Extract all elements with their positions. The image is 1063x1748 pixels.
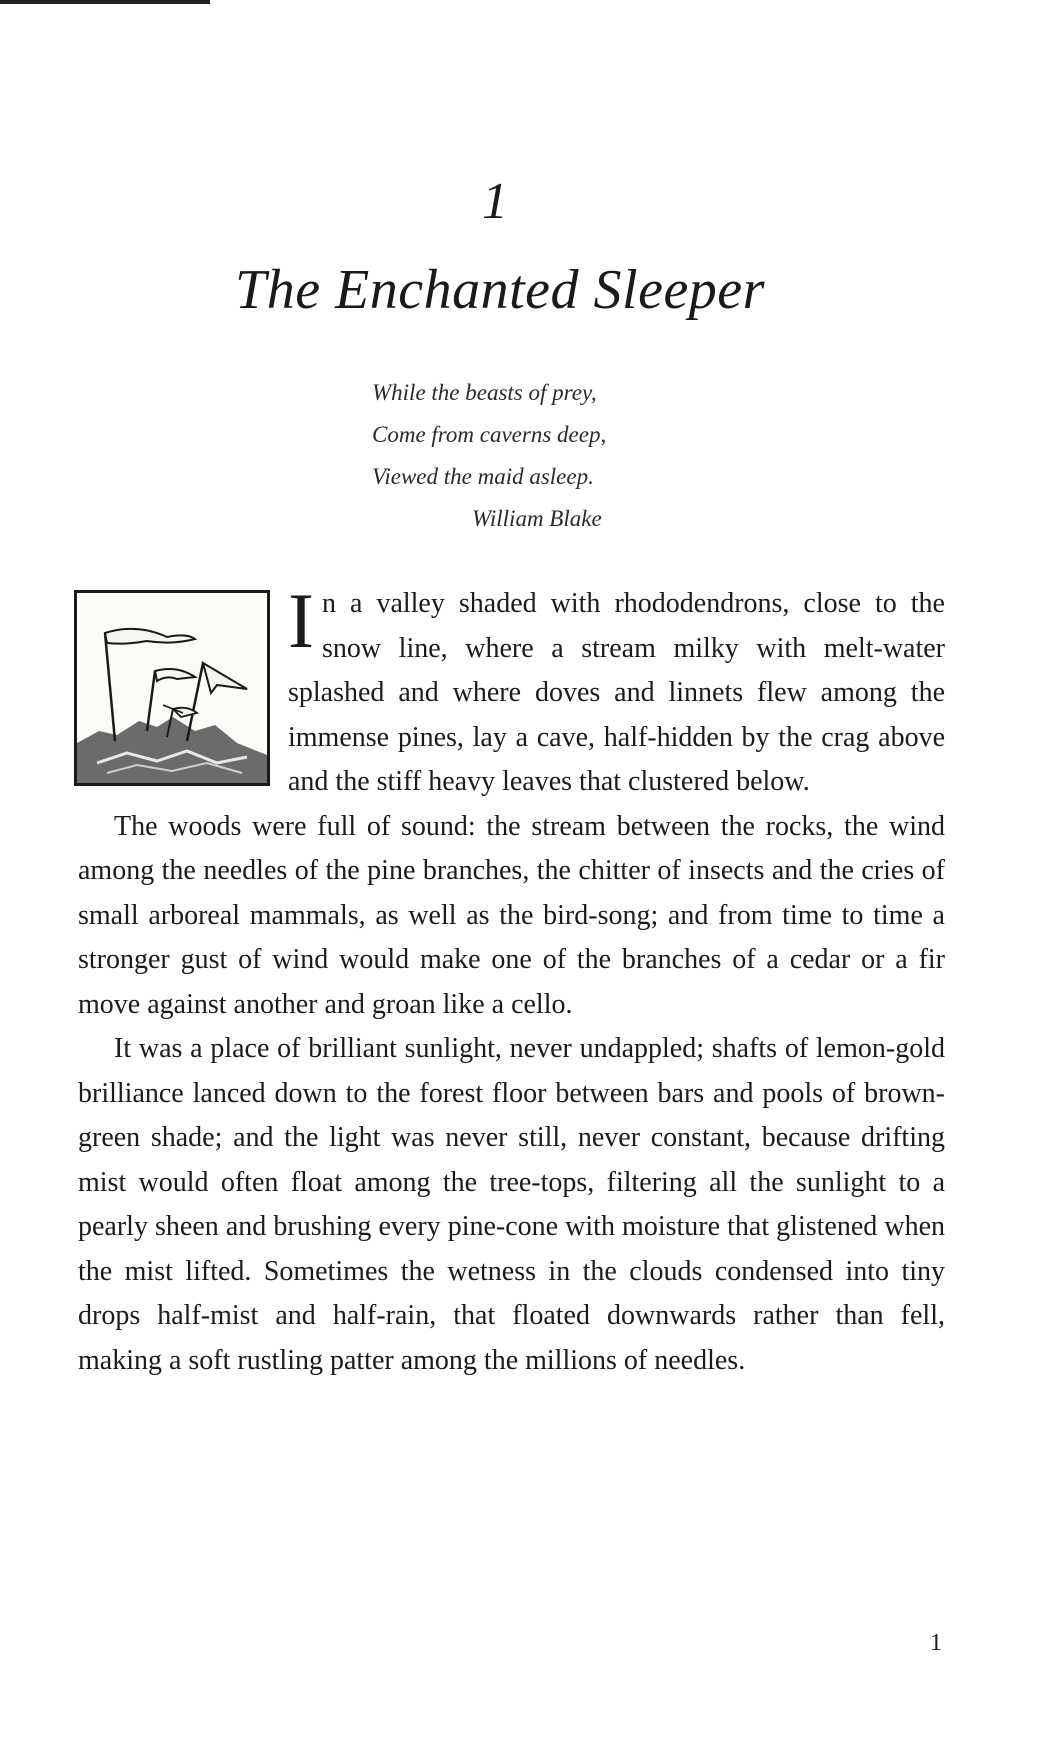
page-edge bbox=[0, 0, 210, 4]
epigraph-line: Come from caverns deep, bbox=[372, 422, 607, 447]
chapter-number: 1 bbox=[482, 173, 508, 230]
paragraph: It was a place of brilliant sunlight, never undappled; shafts of lemon-gold brilliance lanced down to the forest floor between bars and pools of brown-green shade; and the light was never still, never constant, because drifting mist would often float among the tree-tops, filtering all the sunlight to a pearly sheen and brushing every pine-cone with moisture that glistened when the mist lifted. Sometimes the wetness in the clouds condensed into tiny drops half-mist and half-rain, that floated downwards rather than fell, making a soft rustling patter among the millions of needles. bbox=[78, 1033, 945, 1376]
chapter-body bbox=[78, 577, 945, 1383]
epigraph-author: William Blake bbox=[472, 506, 602, 531]
drop-cap: I bbox=[288, 577, 314, 664]
paragraph-text: n a valley shaded with rhododendrons, close to the snow line, where a stream milky with melt-water splashed and where doves and linnets flew among the immense pines, lay a cave, half-hidden by the crag above and the stiff heavy leaves that clustered below. bbox=[288, 588, 945, 797]
paragraph bbox=[78, 577, 945, 805]
paragraph: The woods were full of sound: the stream between the rocks, the wind among the needles of the pine branches, the chitter of insects and the cries of small arboreal mammals, as well as the bird-song; and from time to time a stronger gust of wind would make one of the branches of a cedar or a fir move against another and groan like a cello. bbox=[78, 810, 945, 1020]
epigraph bbox=[372, 372, 606, 540]
epigraph-line: Viewed the maid asleep. bbox=[372, 464, 594, 489]
chapter-title: The Enchanted Sleeper bbox=[235, 259, 765, 321]
epigraph-line: While the beasts of prey, bbox=[372, 380, 597, 405]
banners-on-mountain-icon bbox=[74, 590, 270, 786]
page-number: 1 bbox=[930, 1630, 942, 1656]
